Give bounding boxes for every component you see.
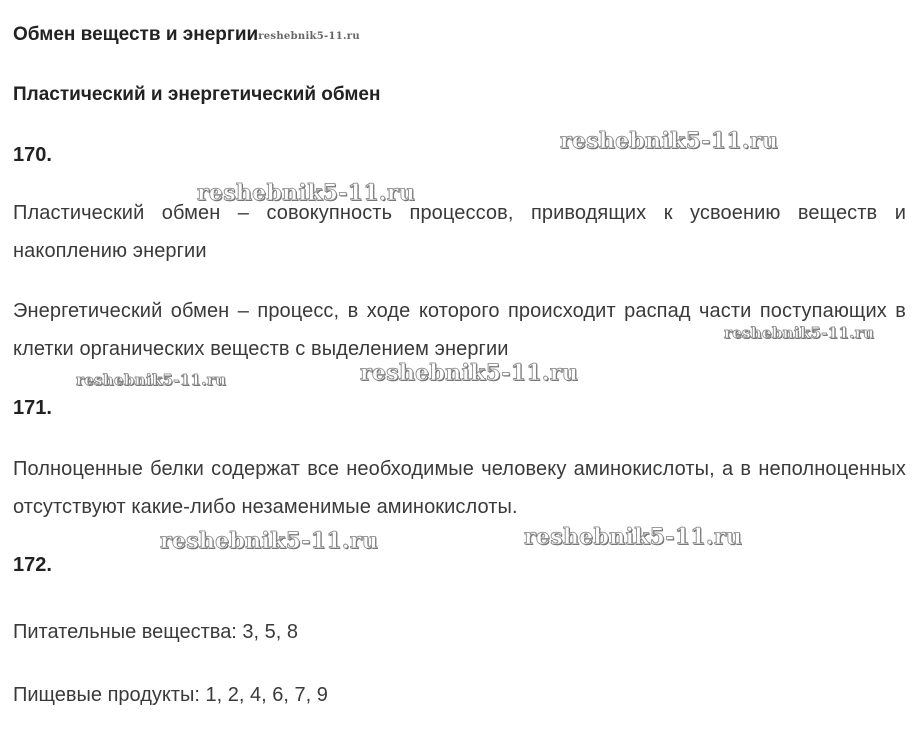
paragraph-plastic-exchange: Пластический обмен – совокупность процессов, приводящих к усвоению веществ и накоплению энергии [13, 202, 906, 262]
watermark-logo: reshebnik5-11.ru [258, 31, 360, 42]
watermark-logo: reshebnik5-11.ru [524, 524, 743, 550]
section-subtitle: Пластический и энергетический обмен [13, 84, 381, 105]
watermark-logo: reshebnik5-11.ru [360, 360, 579, 386]
watermark-logo: reshebnik5-11.ru [160, 528, 379, 554]
paragraph-energy-exchange: Энергетический обмен – процесс, в ходе которого происходит распад части поступающих в клетки органических веществ с выделением энергии [13, 300, 906, 360]
task-number-172: 172. [13, 554, 52, 576]
watermark-logo: reshebnik5-11.ru [197, 180, 416, 206]
page-title-text: Обмен веществ и энергии [13, 24, 259, 45]
page-title [13, 24, 360, 46]
task-number-170: 170. [13, 144, 52, 166]
task-number-171: 171. [13, 397, 52, 419]
watermark-logo: reshebnik5-11.ru [724, 324, 875, 342]
watermark-logo: reshebnik5-11.ru [560, 128, 779, 154]
nutrients-line: Питательные вещества: 3, 5, 8 [13, 621, 299, 643]
watermark-logo: reshebnik5-11.ru [76, 371, 227, 389]
food-products-line: Пищевые продукты: 1, 2, 4, 6, 7, 9 [13, 684, 328, 706]
paragraph-proteins: Полноценные белки содержат все необходимые человеку аминокислоты, а в неполноценных отсутствуют какие-либо незаменимые аминокислоты. [13, 458, 906, 518]
